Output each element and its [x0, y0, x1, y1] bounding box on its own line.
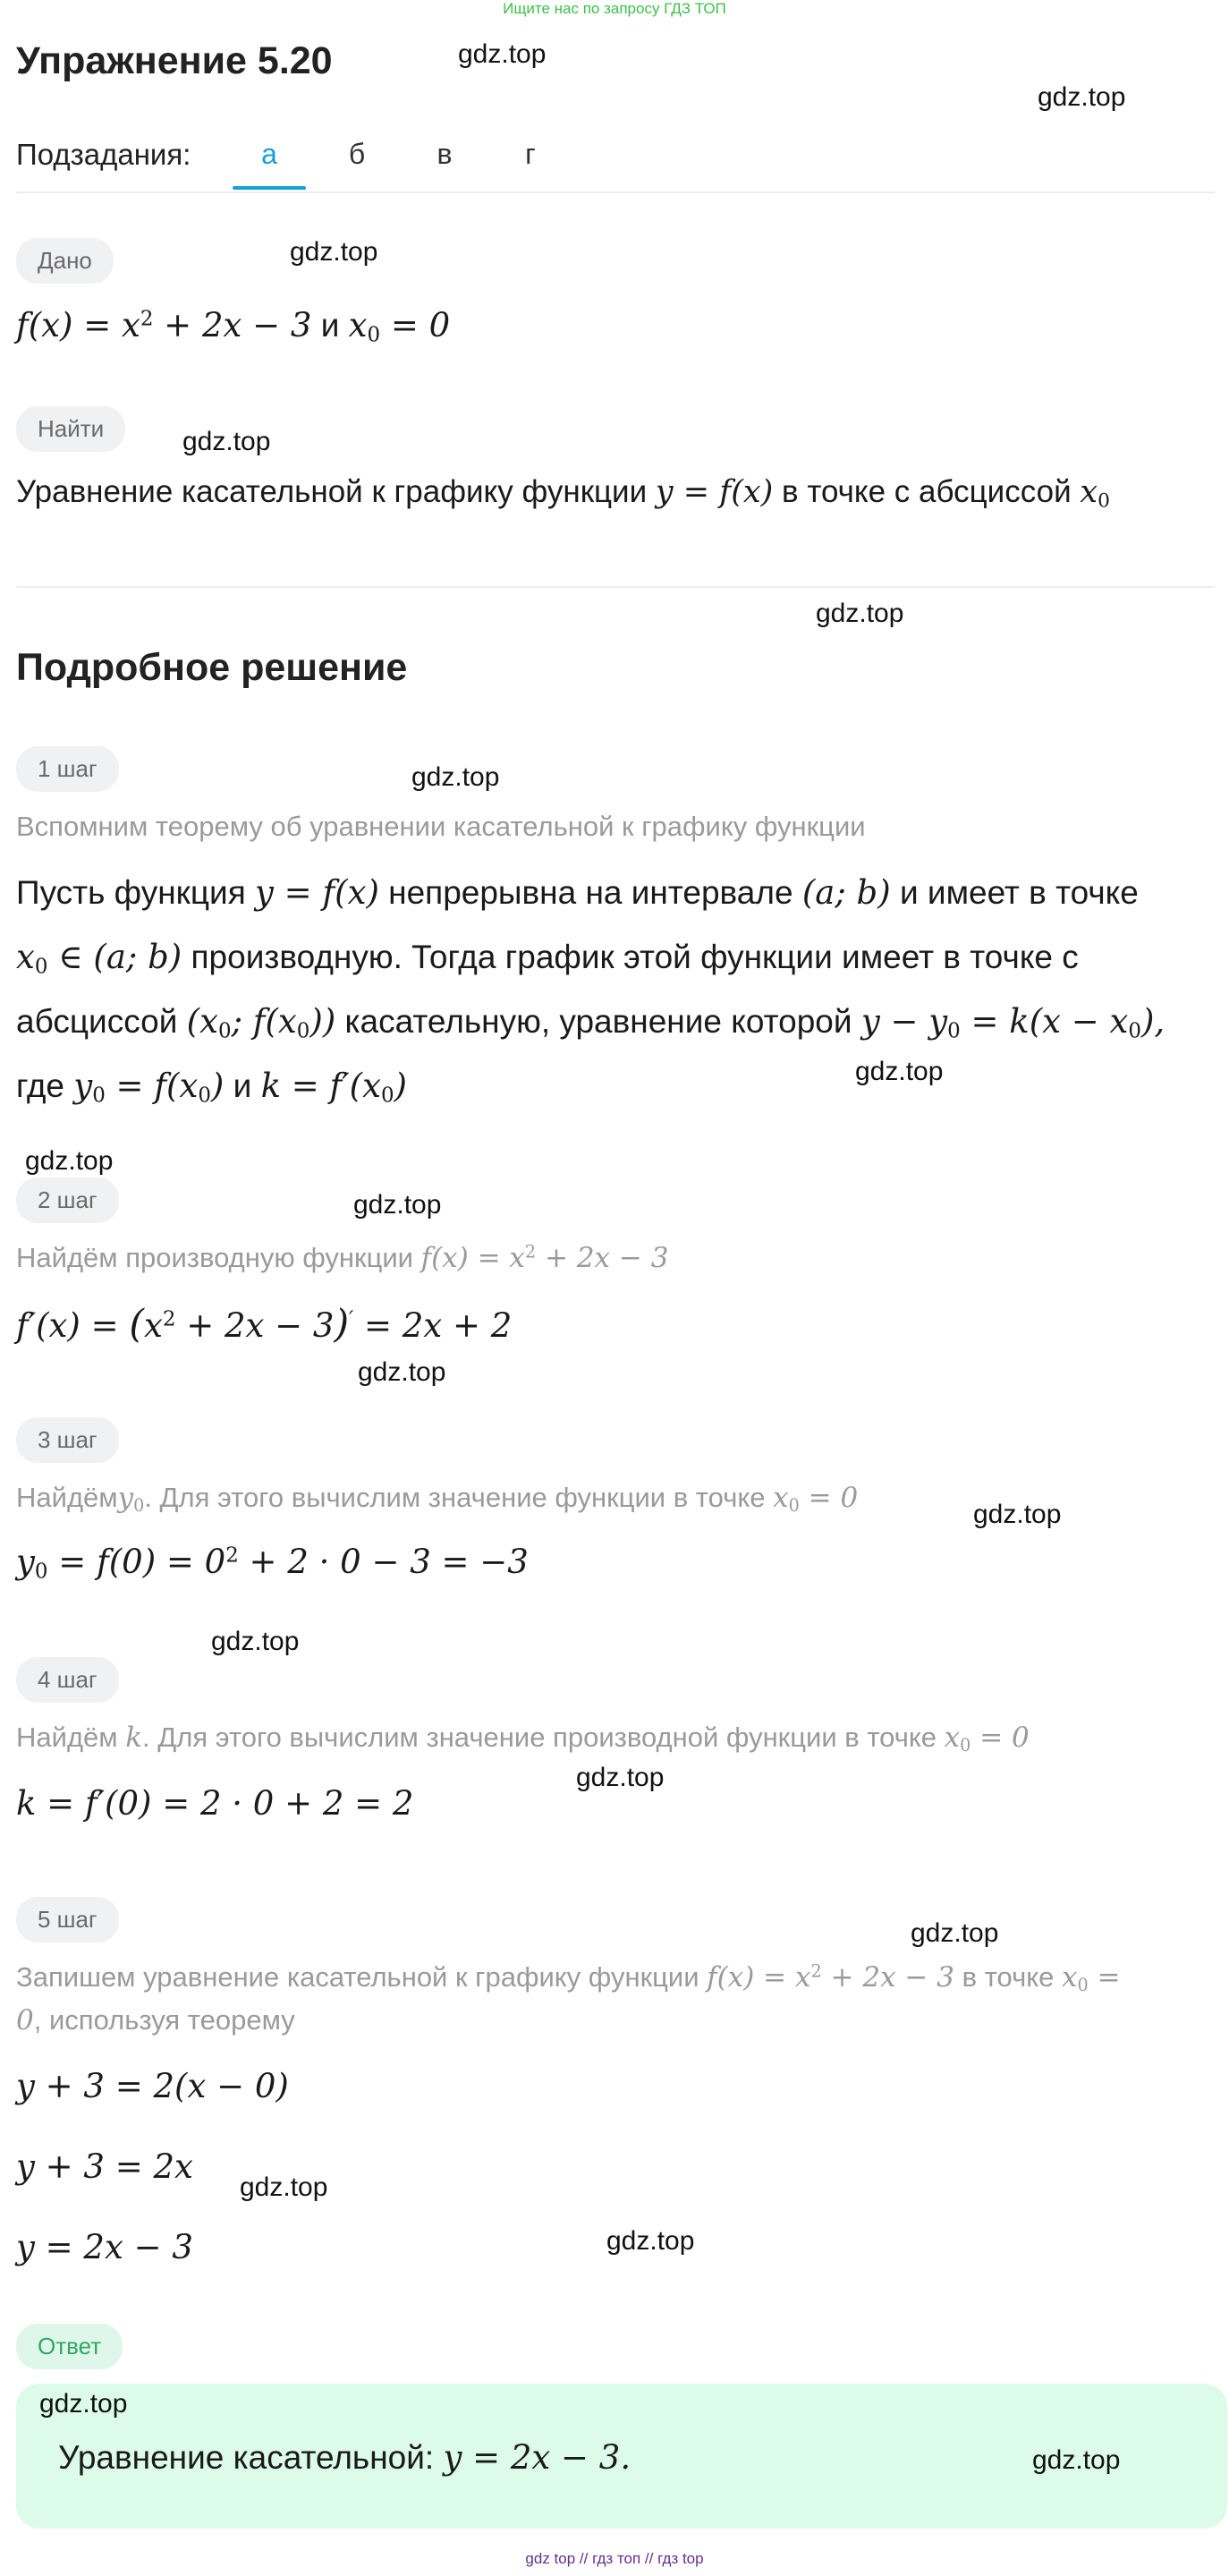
watermark: gdz.top	[576, 1763, 665, 1792]
find-text-2: в точке с абсциссой	[782, 474, 1072, 509]
step-3-hint-math: $x_0 = 0$	[773, 1482, 859, 1516]
subtasks-label: Подзадания:	[16, 138, 191, 171]
tab-g[interactable]: г	[525, 138, 536, 170]
given-pill: Дано	[16, 238, 114, 284]
step-1-text: и	[233, 1067, 252, 1104]
step-1-math: ($x_0$; $f(x_0)$)	[186, 1002, 336, 1043]
find-text-1: Уравнение касательной к графику функции	[16, 474, 648, 509]
step-1-math: (a; b)	[801, 873, 891, 912]
step-1-line-3	[16, 1002, 1165, 1041]
step-5-pill: 5 шаг	[16, 1897, 119, 1943]
step-5-line-3	[16, 2228, 193, 2266]
step-1-text: непрерывна на интервале	[388, 874, 793, 911]
watermark: gdz.top	[1038, 82, 1126, 112]
tabs-divider	[16, 191, 1215, 193]
step-3-hint-math: $y_0$	[117, 1482, 145, 1516]
step-4-hint-text: . Для этого вычислим значение производной функции в точке	[142, 1722, 937, 1753]
step-1-math: $y - y_0 = k(x - x_0)$,	[860, 1002, 1165, 1043]
step-5-hint-line-1	[16, 1961, 1121, 1994]
step-2-line	[16, 1303, 512, 1347]
step-3-pill: 3 шаг	[16, 1417, 119, 1463]
answer-text: Уравнение касательной:	[58, 2439, 435, 2476]
step-5-hint-text: Запишем уравнение касательной к графику функции	[16, 1961, 699, 1993]
watermark: gdz.top	[606, 2226, 695, 2256]
step-3-hint-text: . Для этого вычислим значение функции в точке	[144, 1482, 766, 1513]
tangent-step-2: y + 3 = 2x	[16, 2147, 193, 2186]
watermark: gdz.top	[1032, 2445, 1121, 2475]
derivative-formula: $f'(x) = (x^2 + 2x - 3)' = 2x + 2$	[16, 1303, 513, 1347]
step-5-line-1	[16, 2067, 289, 2105]
step-1-math: y = f(x)	[255, 873, 379, 912]
watermark: gdz.top	[182, 427, 271, 456]
find-statement	[16, 474, 1110, 513]
given-connector: и	[320, 307, 340, 344]
step-4-hint	[16, 1722, 1030, 1754]
step-1-text: Пусть функция	[16, 874, 246, 911]
step-1-math: $y_0 = f(x_0)$	[73, 1067, 225, 1108]
watermark: gdz.top	[39, 2389, 128, 2419]
watermark: gdz.top	[358, 1357, 446, 1387]
step-1-text: производную. Тогда график этой функции имеет в точке с	[191, 939, 1079, 975]
step-1-text: абсциссой	[16, 1003, 178, 1040]
given-function: $f(x) = x^2 + 2x - 3$	[16, 306, 312, 344]
step-5-hint-text: в точке	[962, 1961, 1055, 1993]
watermark: gdz.top	[411, 762, 500, 792]
step-1-line-1	[16, 873, 1139, 912]
watermark: gdz.top	[855, 1057, 944, 1086]
step-1-text: где	[16, 1067, 65, 1104]
watermark: gdz.top	[816, 599, 904, 628]
step-4-hint-text: Найдём	[16, 1722, 118, 1753]
step-1-text: касательную, уравнение которой	[344, 1003, 852, 1040]
watermark: gdz.top	[973, 1500, 1062, 1529]
step-1-line-4	[16, 1067, 407, 1108]
step-5-hint-math: $x_0$ =	[1062, 1961, 1121, 1995]
given-statement	[16, 306, 451, 347]
given-point: $x_0 = 0$	[348, 306, 451, 347]
tab-v[interactable]: в	[437, 138, 453, 170]
step-2-pill: 2 шаг	[16, 1177, 119, 1223]
k-computation: k = f′(0) = 2 · 0 + 2 = 2	[16, 1784, 414, 1823]
watermark: gdz.top	[25, 1146, 114, 1176]
step-2-hint	[16, 1242, 668, 1274]
section-divider	[16, 586, 1215, 588]
step-4-pill: 4 шаг	[16, 1657, 119, 1703]
step-3-hint-text: Найдём	[16, 1482, 118, 1513]
answer-math: y = 2x − 3.	[443, 2438, 631, 2477]
watermark: gdz.top	[353, 1190, 442, 1220]
find-math-2: $x_0$	[1080, 474, 1110, 513]
top-banner: Ищите нас по запросу ГДЗ ТОП	[503, 0, 726, 17]
step-5-line-2	[16, 2147, 193, 2186]
tangent-step-1: y + 3 = 2(x − 0)	[16, 2067, 289, 2105]
find-math-1: y = f(x)	[655, 474, 774, 510]
step-4-hint-math: k	[125, 1722, 143, 1754]
page-title: Упражнение 5.20	[16, 39, 333, 82]
watermark: gdz.top	[458, 39, 547, 69]
step-2-hint-math: $f(x) = x^2 + 2x - 3$	[420, 1241, 669, 1274]
watermark: gdz.top	[211, 1627, 300, 1656]
step-1-math: $x_0$ ∈ (a; b)	[16, 938, 182, 979]
watermark: gdz.top	[240, 2172, 328, 2202]
watermark: gdz.top	[290, 237, 378, 267]
find-pill: Найти	[16, 406, 125, 452]
y0-computation: $y_0 = f(0) = 0^2 + 2 \cdot 0 - 3 = -3$	[16, 1543, 529, 1584]
answer-pill: Ответ	[16, 2324, 123, 2369]
step-4-hint-math: $x_0 = 0$	[944, 1722, 1030, 1756]
watermark: gdz.top	[911, 1918, 999, 1948]
step-5-hint-math: $f(x) = x^2 + 2x - 3$	[707, 1960, 954, 1994]
solution-title: Подробное решение	[16, 646, 408, 689]
step-1-hint: Вспомним теорему об уравнении касательной к графику функции	[16, 811, 866, 842]
step-4-line	[16, 1784, 413, 1823]
step-1-math: $k = f'(x_0)$	[260, 1067, 407, 1108]
step-5-hint-text: , используя теорему	[33, 2004, 295, 2036]
active-tab-indicator	[233, 186, 306, 190]
step-1-pill: 1 шаг	[16, 746, 119, 792]
step-1-line-2	[16, 938, 1079, 979]
step-3-line	[16, 1543, 529, 1584]
step-3-hint	[16, 1482, 858, 1514]
footer-links[interactable]: gdz top // гдз топ // гдз top	[525, 2550, 704, 2567]
tab-b[interactable]: б	[348, 138, 366, 170]
tangent-step-3: y = 2x − 3	[16, 2228, 193, 2266]
step-1-text: и имеет в точке	[899, 874, 1139, 911]
step-2-hint-text: Найдём производную функции	[16, 1242, 413, 1273]
tab-a[interactable]: а	[261, 138, 277, 170]
answer-statement	[58, 2438, 631, 2477]
step-5-hint-line-2	[16, 2004, 295, 2036]
step-5-hint-math: 0	[16, 2004, 34, 2036]
